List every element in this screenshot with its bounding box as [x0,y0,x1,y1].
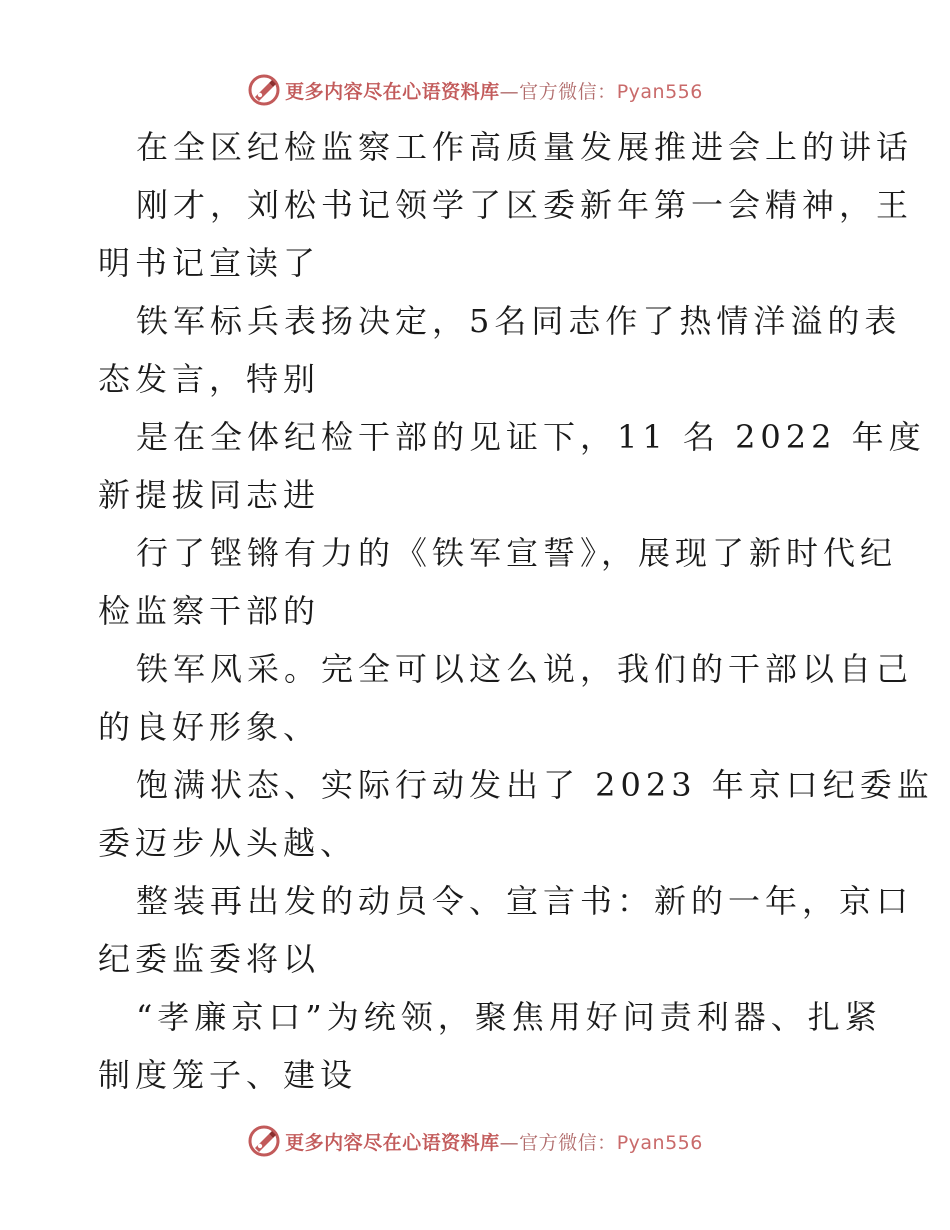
text-line: 铁军风采。完全可以这么说，我们的干部以自己 [136,650,914,688]
pen-circle-logo-icon [247,73,281,107]
text-line: “孝廉京口”为统领，聚焦用好问责利器、扎紧 [136,998,882,1036]
footer-banner-title: 更多内容尽在心语资料库 [285,1131,500,1154]
text-line: 刚才，刘松书记领学了区委新年第一会精神，王 [136,186,914,224]
banner-wechat-id: Pyan556 [616,80,703,103]
pen-circle-logo-icon [247,1124,281,1158]
text-line: 态发言，特别 [98,360,321,398]
footer-watermark-banner [0,1121,950,1161]
text-line: 委迈步从头越、 [98,824,358,862]
text-line: 铁军标兵表扬决定，5名同志作了热情洋溢的表 [136,302,902,340]
text-line: 的良好形象、 [98,708,321,746]
header-watermark-banner [0,70,950,110]
text-line: 是在全体纪检干部的见证下，11 名 2022 年度 [136,418,926,456]
footer-banner-wechat-id: Pyan556 [616,1131,703,1154]
text-line: 明书记宣读了 [98,244,321,282]
banner-title: 更多内容尽在心语资料库 [285,80,500,103]
text-line: 制度笼子、建设 [98,1056,358,1094]
text-line: 纪委监委将以 [98,940,321,978]
text-line: 检监察干部的 [98,592,321,630]
banner-wechat-label: 官方微信： [519,80,617,103]
document-title: 在全区纪检监察工作高质量发展推进会上的讲话 [136,128,914,166]
text-line: 饱满状态、实际行动发出了 2023 年京口纪委监 [136,766,934,804]
text-line: 行了铿锵有力的《铁军宣誓》，展现了新时代纪 [136,534,898,572]
text-line: 新提拔同志进 [98,476,321,514]
banner-dash: — [499,80,520,103]
footer-banner-dash: — [499,1131,520,1154]
footer-banner-wechat-label: 官方微信： [519,1131,617,1154]
text-line: 整装再出发的动员令、宣言书：新的一年，京口 [136,882,914,920]
